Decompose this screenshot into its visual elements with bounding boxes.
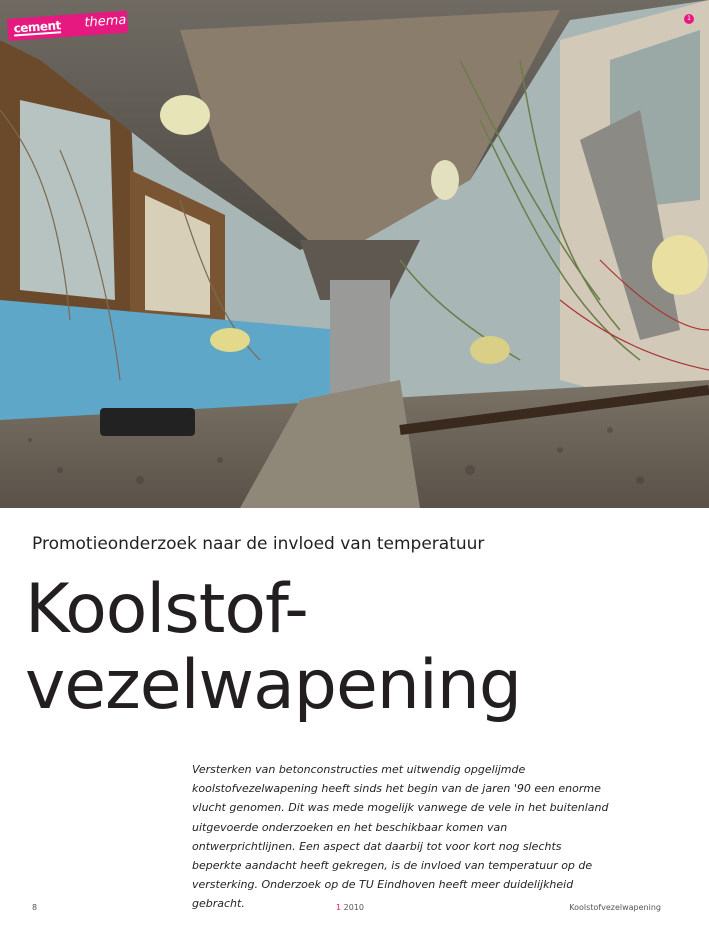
footer-running-title: Koolstofvezelwapening	[569, 903, 661, 912]
magazine-logo: cement	[13, 18, 62, 36]
article-intro: Versterken van betonconstructies met uitwendig opgelijmde koolstofvezelwapening heeft sinds het begin van de jaren '90 een enorme vlucht genomen. Dit was mede mogelijk vanwege de vele in het buitenland uitgevoerde onderzoeken en het beschikbaar komen van ontwerprichtlijnen. Een aspect dat daarbij tot voor kort nog slechts beperkte aandacht heeft gekregen, is de invloed van temperatuur op de versterking. Onderzoek op de TU Eindhoven heeft meer duidelijkheid gebracht.	[192, 763, 609, 911]
article-subtitle: Promotieonderzoek naar de invloed van temperatuur	[32, 534, 485, 554]
article-title-line-1: Koolstof-	[25, 570, 308, 649]
footer-issue	[336, 903, 364, 912]
footer-page-number: 8	[32, 903, 38, 912]
footer-issue-year: 2010	[343, 903, 364, 912]
article-title-line-2: vezelwapening	[25, 646, 522, 725]
footer-issue-number: 1	[336, 903, 342, 912]
section-label: thema	[83, 12, 127, 31]
photo-number-marker: 1	[684, 14, 694, 24]
article-title	[25, 572, 695, 724]
